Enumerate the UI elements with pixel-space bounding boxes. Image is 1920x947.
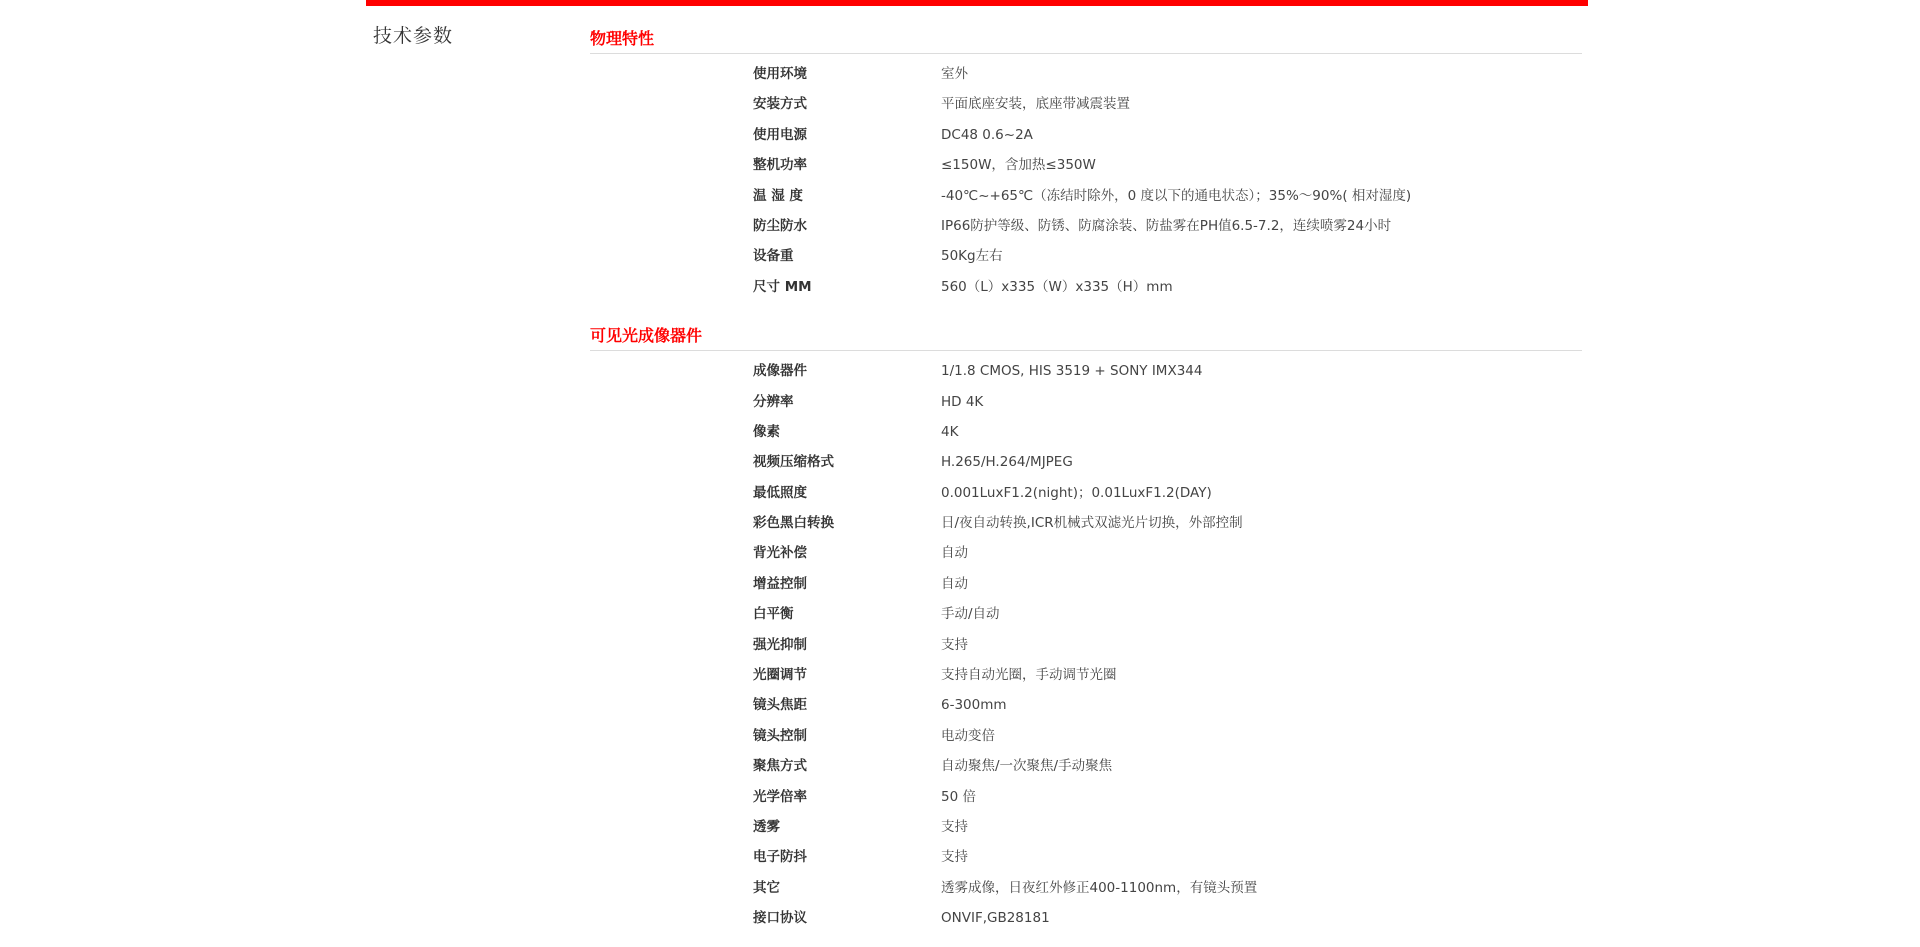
spec-value: 平面底座安装，底座带减震装置 (941, 96, 1130, 113)
spec-label: 背光补偿 (753, 545, 807, 562)
spec-label: 白平衡 (753, 606, 794, 623)
spec-value: 0.001LuxF1.2(night)；0.01LuxF1.2(DAY) (941, 484, 1212, 501)
spec-label: 最低照度 (753, 484, 807, 501)
spec-row (590, 181, 1582, 211)
accent-top-bar (366, 0, 1588, 6)
section-label: 技术参数 (373, 25, 454, 47)
spec-content (590, 26, 1582, 947)
spec-label: 镜头焦距 (753, 697, 807, 714)
spec-label: 光学倍率 (753, 788, 807, 805)
spec-value: 自动 (941, 575, 968, 592)
spec-value: 支持 (941, 849, 968, 866)
group-title: 可见光成像器件 (590, 323, 1582, 351)
spec-row (590, 241, 1582, 271)
spec-row (590, 508, 1582, 538)
spec-value: 自动 (941, 545, 968, 562)
spec-value: 50Kg左右 (941, 248, 1003, 265)
spec-label: 电子防抖 (753, 849, 807, 866)
spec-row (590, 272, 1582, 302)
spec-label: 整机功率 (753, 157, 807, 174)
spec-label: 光圈调节 (753, 667, 807, 684)
spec-value: 支持 (941, 818, 968, 835)
spec-row (590, 873, 1582, 903)
spec-value: 50 倍 (941, 788, 976, 805)
spec-label: 彩色黑白转换 (753, 515, 834, 532)
spec-value: 电动变倍 (941, 727, 995, 744)
spec-label: 强光抑制 (753, 636, 807, 653)
spec-value: H.265/H.264/MJPEG (941, 454, 1073, 471)
spec-row (590, 211, 1582, 241)
spec-rows (590, 356, 1582, 933)
spec-row (590, 599, 1582, 629)
spec-row (590, 842, 1582, 872)
spec-value: DC48 0.6~2A (941, 126, 1033, 143)
spec-value: 6-300mm (941, 697, 1007, 714)
spec-row (590, 150, 1582, 180)
spec-label: 使用环境 (753, 66, 807, 82)
spec-rows (590, 59, 1582, 302)
spec-row (590, 538, 1582, 568)
spec-value: 自动聚焦/一次聚焦/手动聚焦 (941, 758, 1113, 775)
spec-row (590, 630, 1582, 660)
spec-row (590, 690, 1582, 720)
spec-group-imaging (590, 323, 1582, 933)
spec-row (590, 387, 1582, 417)
spec-label: 安装方式 (753, 96, 807, 113)
spec-label: 温 湿 度 (753, 187, 803, 204)
spec-row (590, 660, 1582, 690)
spec-value: 手动/自动 (941, 606, 1000, 623)
spec-value: 日/夜自动转换,ICR机械式双滤光片切换，外部控制 (941, 515, 1243, 532)
spec-value: 支持 (941, 636, 968, 653)
spec-label: 像素 (753, 423, 780, 440)
spec-value: ≤150W，含加热≤350W (941, 157, 1096, 174)
spec-row (590, 89, 1582, 119)
group-title: 物理特性 (590, 26, 1582, 54)
spec-label: 防尘防水 (753, 217, 807, 234)
spec-group-physical (590, 26, 1582, 302)
spec-row (590, 417, 1582, 447)
spec-label: 视频压缩格式 (753, 454, 834, 471)
spec-row (590, 447, 1582, 477)
spec-value: 1/1.8 CMOS, HIS 3519 + SONY IMX344 (941, 363, 1203, 380)
spec-value: 560（L）x335（W）x335（H）mm (941, 278, 1173, 295)
spec-value: -40℃~+65℃（冻结时除外，0 度以下的通电状态）；35%～90%( 相对湿度) (941, 187, 1412, 204)
spec-value: ONVIF,GB28181 (941, 910, 1050, 927)
spec-label: 使用电源 (753, 126, 807, 143)
spec-row (590, 812, 1582, 842)
spec-value: 4K (941, 423, 959, 440)
spec-label: 增益控制 (753, 575, 807, 592)
spec-row (590, 569, 1582, 599)
spec-label: 分辨率 (753, 393, 794, 410)
spec-row (590, 782, 1582, 812)
spec-row (590, 751, 1582, 781)
spec-value: 透雾成像，日夜红外修正400-1100nm，有镜头预置 (941, 879, 1258, 896)
spec-row (590, 59, 1582, 89)
spec-row (590, 120, 1582, 150)
spec-value: 室外 (941, 66, 968, 82)
spec-value: HD 4K (941, 393, 984, 410)
spec-label: 接口协议 (753, 910, 807, 927)
spec-label: 聚焦方式 (753, 758, 807, 775)
spec-label: 设备重 (753, 248, 794, 265)
spec-label: 其它 (753, 879, 780, 896)
spec-row (590, 721, 1582, 751)
spec-value: IP66防护等级、防锈、防腐涂装、防盐雾在PH值6.5-7.2，连续喷雾24小时 (941, 217, 1392, 234)
spec-row (590, 356, 1582, 386)
spec-row (590, 903, 1582, 933)
spec-label: 镜头控制 (753, 727, 807, 744)
spec-row (590, 478, 1582, 508)
spec-label: 透雾 (753, 818, 780, 835)
spec-value: 支持自动光圈，手动调节光圈 (941, 667, 1117, 684)
spec-label: 尺寸 MM (753, 278, 812, 295)
spec-label: 成像器件 (753, 363, 807, 380)
